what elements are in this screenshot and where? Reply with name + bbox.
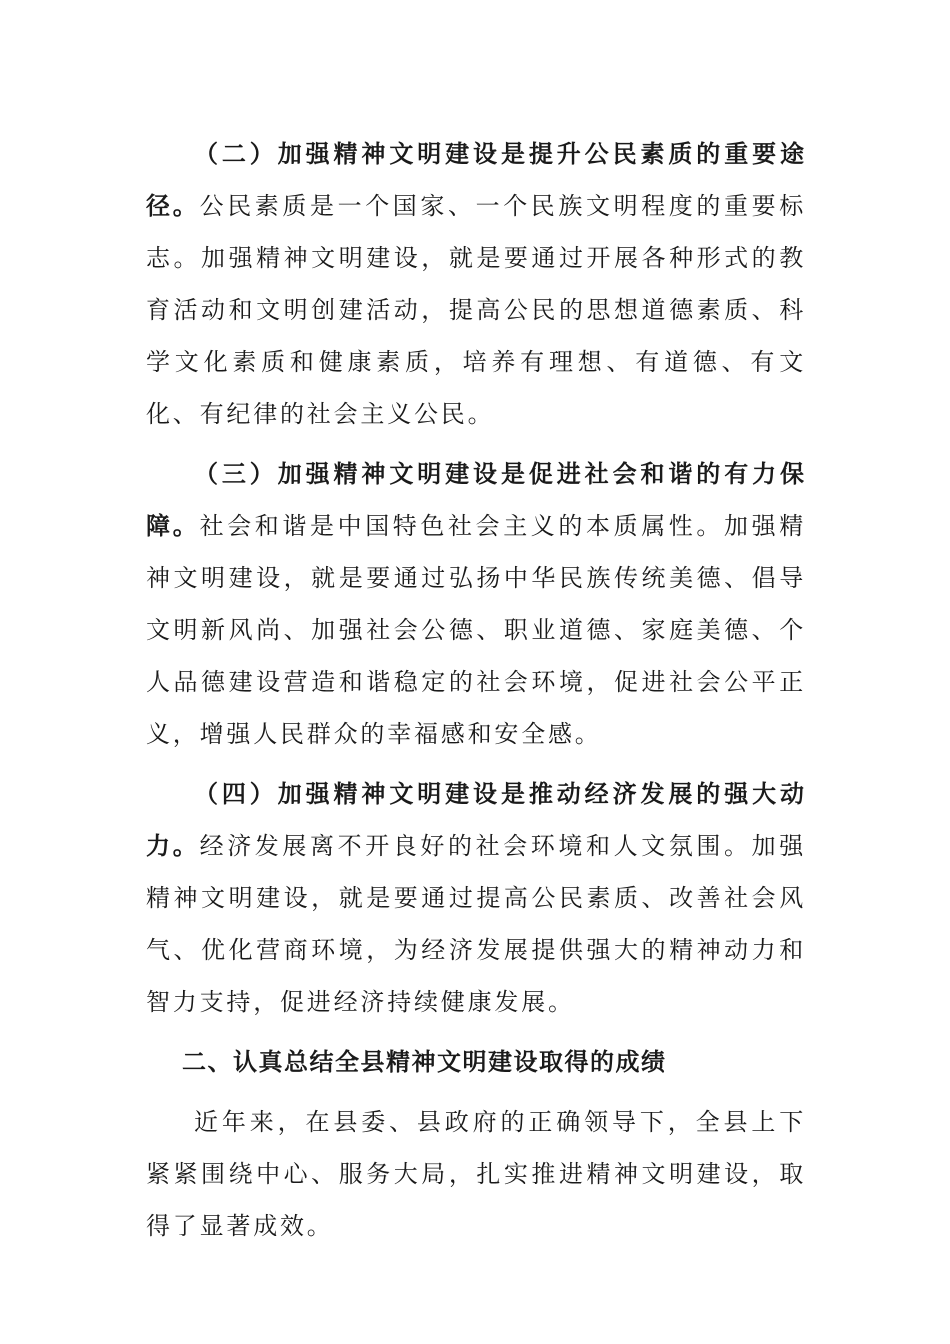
paragraph-text-section-4: 经济发展离不开良好的社会环境和人文氛围。加强精神文明建设，就是要通过提高公民素质、改善社会风气、优化营商环境，为经济发展提供强大的精神动力和智力支持，促进经济持续健康发展。 [146,832,806,1016]
paragraph-text-section-3: 社会和谐是中国特色社会主义的本质属性。加强精神文明建设，就是要通过弘扬中华民族传统美德、倡导文明新风尚、加强社会公德、职业道德、家庭美德、个人品德建设营造和谐稳定的社会环境，促进社会公平正义，增强人民群众的幸福感和安全感。 [146,512,806,748]
document-body [146,128,806,1252]
paragraph-lead-section-3: （三）加强精神文明建设是促进社会和谐的有力保障。 [146,460,806,540]
paragraph-lead-section-2: （二）加强精神文明建设是提升公民素质的重要途径。 [146,140,806,220]
paragraph-closing: 近年来，在县委、县政府的正确领导下，全县上下紧紧围绕中心、服务大局，扎实推进精神文明建设，取得了显著成效。 [146,1108,806,1240]
paragraph-section-3 [146,448,806,760]
paragraph-section-2 [146,128,806,440]
paragraph-section-4 [146,768,806,1028]
paragraph-lead-section-4: （四）加强精神文明建设是推动经济发展的强大动力。 [146,780,806,860]
paragraph-text-section-2: 公民素质是一个国家、一个民族文明程度的重要标志。加强精神文明建设，就是要通过开展各种形式的教育活动和文明创建活动，提高公民的思想道德素质、科学文化素质和健康素质，培养有理想、有道德、有文化、有纪律的社会主义公民。 [146,192,806,428]
section-heading: 二、认真总结全县精神文明建设取得的成绩 [182,1048,667,1076]
